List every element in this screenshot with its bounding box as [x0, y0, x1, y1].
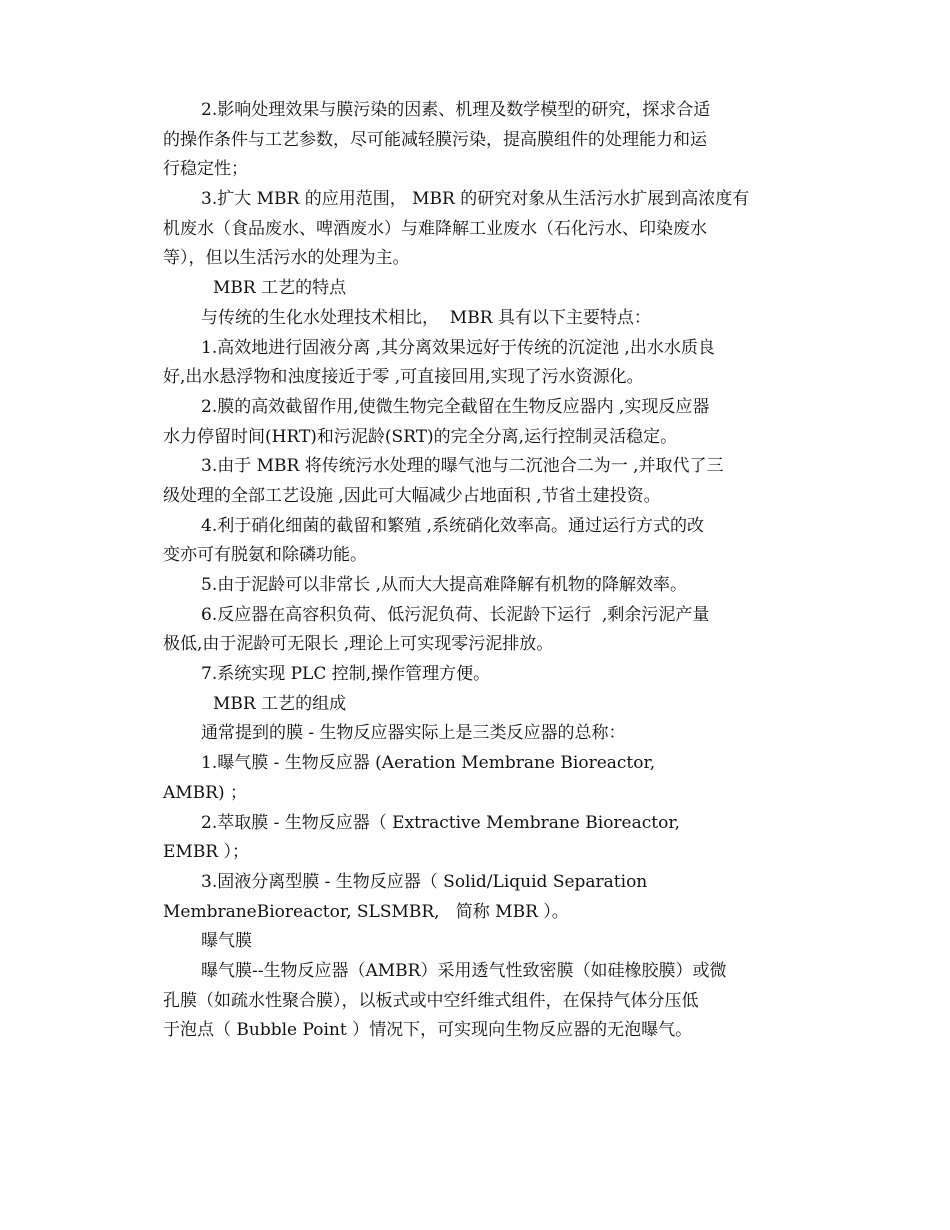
text-line: 6.反应器在高容积负荷、低污泥负荷、长泥龄下运行 ,剩余污泥产量 [201, 604, 710, 625]
section-heading: MBR 工艺的组成 [213, 693, 347, 714]
text-line: 3.固液分离型膜 - 生物反应器（ Solid/Liquid Separation [201, 871, 648, 892]
section-heading: MBR 工艺的特点 [213, 278, 347, 299]
text-line: 4.利于硝化细菌的截留和繁殖 ,系统硝化效率高。通过运行方式的改 [201, 515, 705, 536]
text-line: 孔膜（如疏水性聚合膜），以板式或中空纤维式组件，在保持气体分压低 [163, 990, 699, 1011]
text-line: 2.萃取膜 - 生物反应器（ Extractive Membrane Bioreactor, [201, 812, 681, 833]
text-line: 7.系统实现 PLC 控制,操作管理方便。 [201, 664, 491, 685]
text-line: 机废水（食品废水、啤酒废水）与难降解工业废水（石化污水、印染废水 [163, 218, 707, 239]
text-line: 3.由于 MBR 将传统污水处理的曝气池与二沉池合二为一 ,并取代了三 [201, 456, 724, 477]
text-line: 2.膜的高效截留作用,使微生物完全截留在生物反应器内 ,实现反应器 [201, 396, 710, 417]
text-line: 的操作条件与工艺参数，尽可能减轻膜污染，提高膜组件的处理能力和运 [163, 129, 707, 150]
text-line: 曝气膜--生物反应器（AMBR）采用透气性致密膜（如硅橡胶膜）或微 [201, 960, 727, 981]
text-line: 好,出水悬浮物和浊度接近于零 ,可直接回用,实现了污水资源化。 [163, 367, 644, 388]
text-line: 行稳定性； [163, 159, 248, 180]
text-line: 水力停留时间(HRT)和污泥龄(SRT)的完全分离,运行控制灵活稳定。 [163, 426, 678, 447]
text-line: 与传统的生化水处理技术相比， MBR 具有以下主要特点： [201, 307, 651, 328]
text-line: 级处理的全部工艺设施 ,因此可大幅减少占地面积 ,节省土建投资。 [163, 485, 661, 506]
text-line: AMBR) ； [163, 782, 248, 803]
text-line: 于泡点（ Bubble Point ）情况下，可实现向生物反应器的无泡曝气。 [163, 1020, 693, 1041]
text-line: 5.由于泥龄可以非常长 ,从而大大提高难降解有机物的降解效率。 [201, 575, 688, 595]
text-line: 1.高效地进行固液分离 ,其分离效果远好于传统的沉淀池 ,出水水质良 [201, 337, 715, 358]
text-line: MembraneBioreactor, SLSMBR, 简称 MBR ）。 [163, 901, 569, 922]
text-line: 等），但以生活污水的处理为主。 [163, 248, 410, 269]
document-body [163, 96, 783, 1046]
text-line: 3.扩大 MBR 的应用范围， MBR 的研究对象从生活污水扩展到高浓度有 [201, 189, 750, 210]
text-line: EMBR ）； [163, 842, 250, 863]
text-line: 通常提到的膜 - 生物反应器实际上是三类反应器的总称： [201, 723, 626, 744]
text-line: 1.曝气膜 - 生物反应器 (Aeration Membrane Bioreactor, [201, 753, 656, 774]
text-line: 极低,由于泥龄可无限长 ,理论上可实现零污泥排放。 [163, 634, 554, 655]
text-line: 变亦可有脱氨和除磷功能。 [163, 545, 367, 566]
text-line: 2.影响处理效果与膜污染的因素、机理及数学模型的研究，探求合适 [201, 100, 711, 120]
section-heading: 曝气膜 [201, 931, 252, 952]
